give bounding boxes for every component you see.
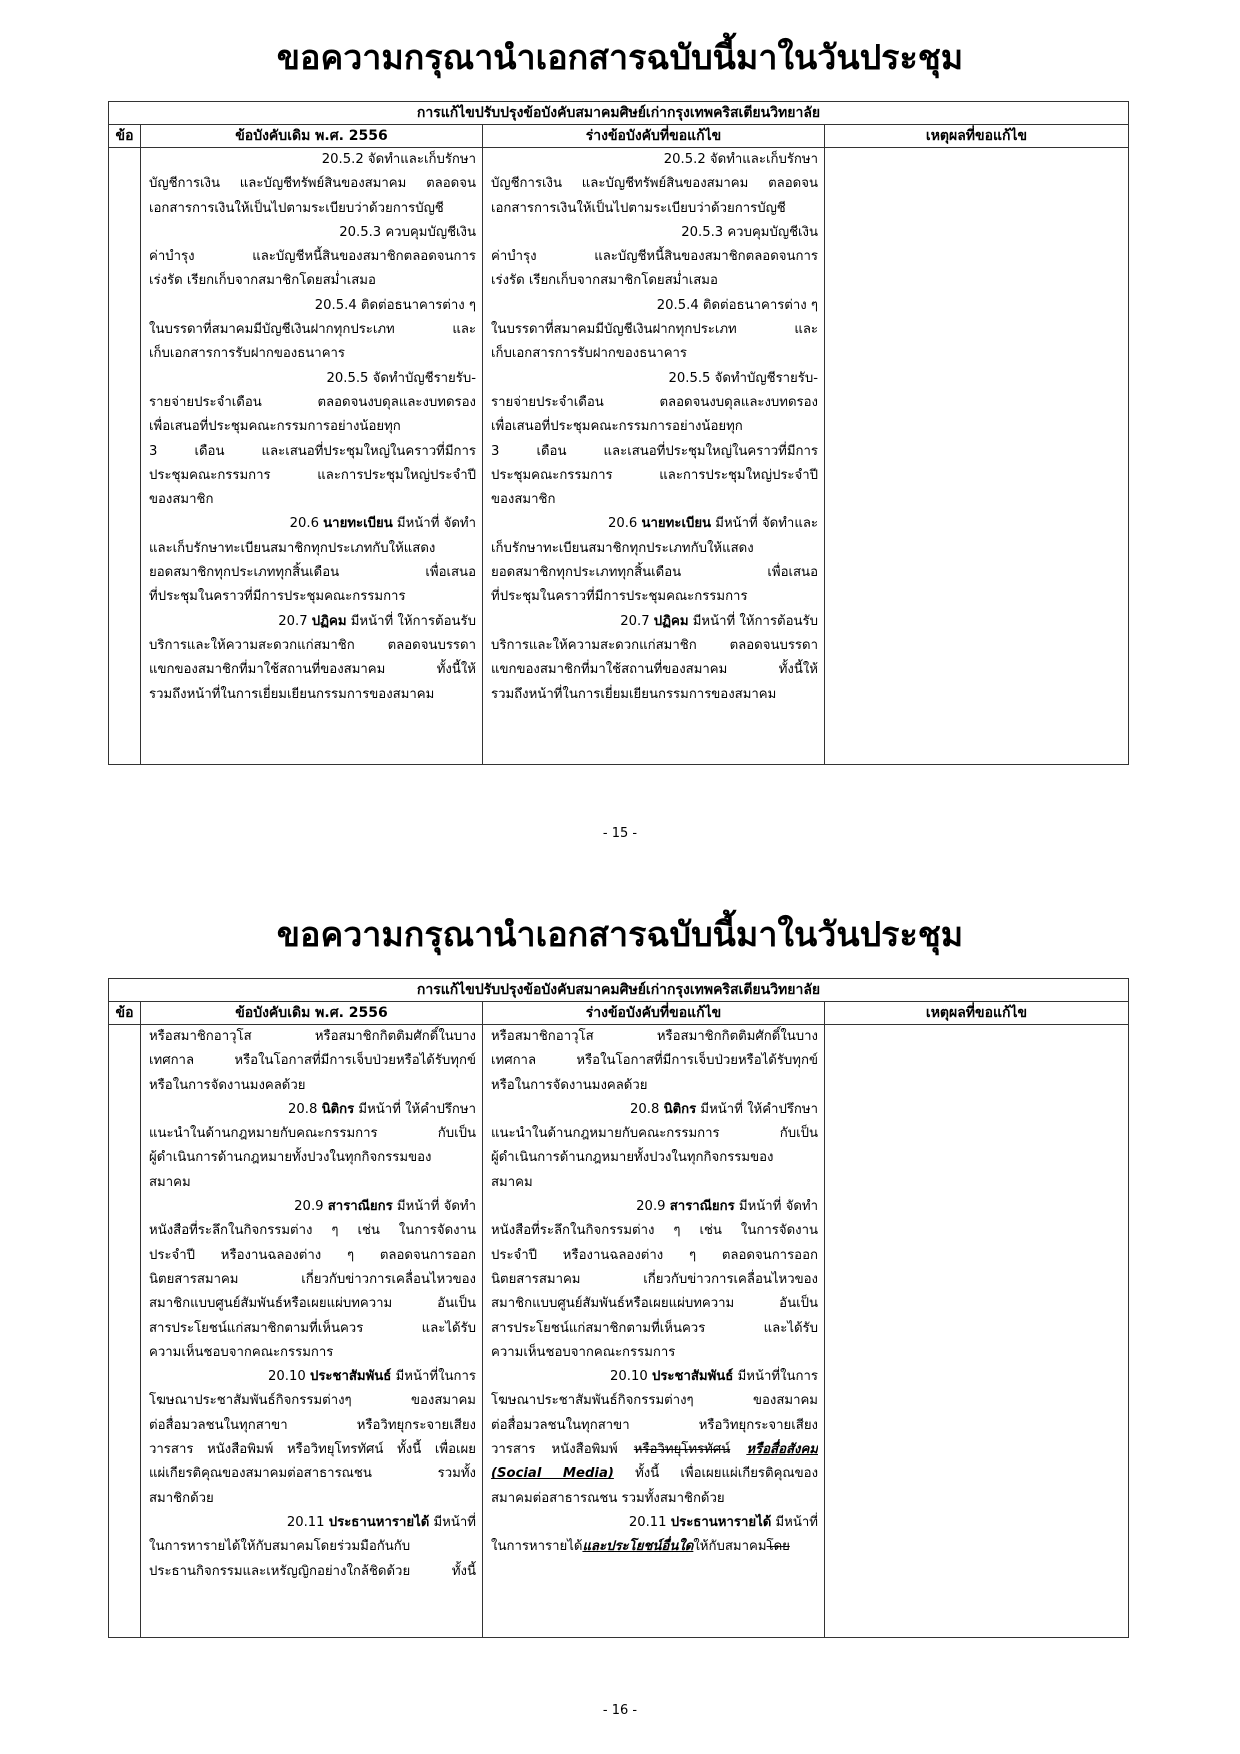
clause-text: มีหน้าที่ ให้คำปรึกษา [696, 1101, 818, 1117]
text-line: ความเห็นชอบจากคณะกรรมการ [491, 1344, 676, 1360]
role-title: นิติกร [663, 1101, 697, 1117]
clause-text: มีหน้าที่ ให้คำปรึกษา [354, 1101, 476, 1117]
clause-number: 20.6 [607, 516, 642, 532]
text-line: 20.5.3 ควบคุมบัญชีเงิน [339, 224, 476, 240]
text-line: 20.5.4 ติดต่อธนาคารต่าง ๆ [314, 297, 476, 313]
text-line: นิตยสารสมาคม เกี่ยวกับข่าวการเคลื่อนไหวของ [491, 1271, 818, 1287]
role-title: ประชาสัมพันธ์ [651, 1369, 734, 1385]
text-line: 3 เดือน และเสนอที่ประชุมใหญ่ในคราวที่มีการ [149, 443, 476, 459]
text-line: บัญชีการเงิน และบัญชีทรัพย์สินของสมาคม ตลอดจน [491, 176, 818, 192]
text-line: แนะนำในด้านกฎหมายกับคณะกรรมการ กับเป็น [491, 1126, 818, 1142]
text-line: 20.5.2 จัดทำและเก็บรักษา [663, 152, 818, 167]
text-line: ประธานกิจกรรมและเหรัญญิกอย่างใกล้ชิดด้วย ทั้งนี้ [149, 1563, 476, 1579]
col-header-new: ร่างข้อบังคับที่ขอแก้ไข [483, 1002, 825, 1025]
table-header-row [109, 1002, 1129, 1025]
table-header-row [109, 125, 1129, 148]
clause-text: มีหน้าที่ ให้การต้อนรับ [346, 613, 476, 629]
clause-number: 20.11 [286, 1514, 329, 1530]
clause-text: ทั้งนี้ เพื่อเผยแผ่เกียรติคุณของ [613, 1466, 818, 1482]
table-caption: การแก้ไขปรับปรุงข้อบังคับสมาคมศิษย์เก่ากรุงเทพคริสเตียนวิทยาลัย [109, 979, 1129, 1002]
text-line [491, 1098, 818, 1122]
text-line: ประจำปี หรืองานฉลองต่าง ๆ ตลอดจนการออก [491, 1247, 818, 1263]
clause-number: 20.9 [636, 1199, 670, 1215]
text-line: ยอดสมาชิกทุกประเภททุกสิ้นเดือน เพื่อเสนอ [149, 565, 476, 581]
new-text-cell [483, 1025, 825, 1638]
new-text-cell [483, 148, 825, 765]
text-line [491, 1511, 818, 1535]
clause-text: มีหน้าที่ จัดทำ [734, 1199, 818, 1215]
text-line: 20.5.5 จัดทำบัญชีรายรับ- [668, 370, 818, 386]
text-line: บริการและให้ความสะดวกแก่สมาชิก ตลอดจนบรรดา [491, 637, 818, 653]
text-line: ประจำปี หรืองานฉลองต่าง ๆ ตลอดจนการออก [149, 1247, 476, 1263]
col-header-clause: ข้อ [109, 1002, 141, 1025]
text-line: แผ่เกียรติคุณของสมาคมต่อสาธารณชน รวมทั้ง [149, 1466, 476, 1482]
text-line: รายจ่ายประจำเดือน ตลอดจนงบดุลและงบทดรอง [491, 394, 818, 410]
text-line: แขกของสมาชิกที่มาใช้สถานที่ของสมาคม ทั้งนี้ให้ [491, 662, 818, 678]
text-line: เทศกาล หรือในโอกาสที่มีการเจ็บป่วยหรือได้รับทุกข์ [149, 1053, 476, 1069]
text-line: บัญชีการเงิน และบัญชีทรัพย์สินของสมาคม ตลอดจน [149, 176, 476, 192]
text-line: ค่าบำรุง และบัญชีหนี้สินของสมาชิกตลอดจนการ [491, 249, 818, 265]
text-line [149, 1098, 476, 1122]
text-line: เพื่อเสนอที่ประชุมคณะกรรมการอย่างน้อยทุก [149, 419, 401, 435]
text-line: วารสาร หนังสือพิมพ์ หรือวิทยุโทรทัศน์ ทั้งนี้ เพื่อเผย [149, 1442, 476, 1458]
text-line: ต่อสื่อมวลชนในทุกสาขา หรือวิทยุกระจายเสียง [491, 1417, 818, 1433]
role-title: ปฏิคม [653, 613, 689, 629]
text-line [491, 1195, 818, 1219]
clause-text: มีหน้าที่ จัดทำ [392, 516, 476, 532]
text-line [491, 1438, 818, 1462]
text-line: สมาคม [149, 1174, 191, 1190]
text-line: เก็บเอกสารการรับฝากของธนาคาร [149, 346, 346, 362]
old-text-cell [141, 148, 483, 765]
inserted-text: หรือสื่อสังคม [746, 1442, 818, 1458]
text-line: 20.5.4 ติดต่อธนาคารต่าง ๆ [656, 297, 818, 313]
clause-text: มีหน้าที่ในการ [733, 1369, 818, 1385]
role-title: นิติกร [321, 1101, 355, 1117]
text-line: และเก็บรักษาทะเบียนสมาชิกทุกประเภทกับให้แสดง [149, 540, 436, 556]
text-line: เอกสารการเงินให้เป็นไปตามระเบียบว่าด้วยการบัญชี [491, 200, 786, 216]
reason-cell [825, 148, 1129, 765]
text-line: เร่งรัด เรียกเก็บจากสมาชิกโดยสม่ำเสมอ [491, 273, 718, 289]
text-line: เก็บเอกสารการรับฝากของธนาคาร [491, 346, 688, 362]
text-line: เอกสารการเงินให้เป็นไปตามระเบียบว่าด้วยการบัญชี [149, 200, 444, 216]
col-header-reason: เหตุผลที่ขอแก้ไข [825, 1002, 1129, 1025]
clause-text: มีหน้าที่ จัดทำและ [711, 516, 818, 532]
page-banner: ขอความกรุณานำเอกสารฉบับนี้มาในวันประชุม [276, 915, 964, 955]
text-line: สมาคมต่อสาธารณชน รวมทั้งสมาชิกด้วย [491, 1490, 725, 1506]
text-line [491, 512, 818, 536]
deleted-text: โดย [766, 1539, 790, 1555]
text-line: ที่ประชุมในคราวที่มีการประชุมคณะกรรมการ [149, 589, 406, 605]
text-line: หรือในการจัดงานมงคลด้วย [149, 1077, 306, 1093]
text-line: ในการหารายได้ให้กับสมาคมโดยร่วมมือกันกับ [149, 1539, 411, 1555]
text-line: ประชุมคณะกรรมการ และการประชุมใหญ่ประจำปี [491, 467, 818, 483]
clause-number: 20.7 [620, 613, 654, 629]
role-title: ประธานหารายได้ [328, 1514, 430, 1530]
text-line: ที่ประชุมในคราวที่มีการประชุมคณะกรรมการ [491, 589, 748, 605]
clause-number: 20.11 [628, 1514, 671, 1530]
page-number: - 15 - [602, 826, 638, 841]
text-line: สารประโยชน์แก่สมาชิกตามที่เห็นควร และได้รับ [491, 1320, 818, 1336]
role-title: สาราณียกร [327, 1199, 393, 1215]
text-line: ยอดสมาชิกทุกประเภททุกสิ้นเดือน เพื่อเสนอ [491, 565, 818, 581]
clause-text: มีหน้าที่ [429, 1514, 476, 1530]
clause-text: ในการหารายได้ [491, 1539, 583, 1555]
text-line: ต่อสื่อมวลชนในทุกสาขา หรือวิทยุกระจายเสียง [149, 1417, 476, 1433]
text-line [149, 1365, 476, 1389]
clause-text: มีหน้าที่ [771, 1514, 818, 1530]
inserted-text: และประโยชน์อื่นใด [582, 1539, 694, 1555]
text-line: หนังสือที่ระลึกในกิจกรรมต่าง ๆ เช่น ในการจัดงาน [491, 1223, 818, 1239]
clause-number: 20.10 [610, 1369, 652, 1385]
clause-cell [109, 1025, 141, 1638]
clause-number: 20.10 [268, 1369, 310, 1385]
text-line [149, 512, 476, 536]
text-line: หรือสมาชิกอาวุโส หรือสมาชิกกิตติมศักดิ์ในบาง [491, 1029, 818, 1044]
text-line: ความเห็นชอบจากคณะกรรมการ [149, 1344, 334, 1360]
text-line: หรือในการจัดงานมงคลด้วย [491, 1077, 648, 1093]
clause-text [730, 1442, 746, 1457]
role-title: ปฏิคม [311, 613, 347, 629]
text-line: 3 เดือน และเสนอที่ประชุมใหญ่ในคราวที่มีการ [491, 443, 818, 459]
clause-cell [109, 148, 141, 765]
text-line: โฆษณาประชาสัมพันธ์กิจกรรมต่างๆ ของสมาคม [491, 1393, 818, 1409]
text-line: ประชุมคณะกรรมการ และการประชุมใหญ่ประจำปี [149, 467, 476, 483]
text-line: 20.5.3 ควบคุมบัญชีเงิน [681, 224, 818, 240]
col-header-clause: ข้อ [109, 125, 141, 148]
clause-text: วารสาร หนังสือพิมพ์ [491, 1442, 634, 1458]
text-line [491, 610, 818, 634]
reason-cell [825, 1025, 1129, 1638]
text-line: หรือสมาชิกอาวุโส หรือสมาชิกกิตติมศักดิ์ในบาง [149, 1029, 476, 1044]
text-line [149, 610, 476, 634]
text-line: สมาคม [491, 1174, 533, 1190]
clause-text: มีหน้าที่ ให้การต้อนรับ [688, 613, 818, 629]
text-line: ของสมาชิก [491, 492, 556, 508]
text-line: แขกของสมาชิกที่มาใช้สถานที่ของสมาคม ทั้งนี้ให้ [149, 662, 476, 678]
text-line [491, 1462, 818, 1486]
text-line: 20.5.5 จัดทำบัญชีรายรับ- [326, 370, 476, 386]
text-line: บริการและให้ความสะดวกแก่สมาชิก ตลอดจนบรรดา [149, 637, 476, 653]
text-line: ผู้ดำเนินการด้านกฎหมายทั้งปวงในทุกกิจกรรมของ [491, 1150, 774, 1166]
text-line: ในบรรดาที่สมาคมมีบัญชีเงินฝากทุกประเภท และ [149, 322, 476, 338]
text-line: รวมถึงหน้าที่ในการเยี่ยมเยียนกรรมการของสมาคม [149, 686, 435, 702]
text-line: เทศกาล หรือในโอกาสที่มีการเจ็บป่วยหรือได้รับทุกข์ [491, 1053, 818, 1069]
col-header-reason: เหตุผลที่ขอแก้ไข [825, 125, 1129, 148]
text-line: สารประโยชน์แก่สมาชิกตามที่เห็นควร และได้รับ [149, 1320, 476, 1336]
text-line: เร่งรัด เรียกเก็บจากสมาชิกโดยสม่ำเสมอ [149, 273, 376, 289]
text-line: เก็บรักษาทะเบียนสมาชิกทุกประเภทกับให้แสดง [491, 540, 754, 556]
text-line: 20.5.2 จัดทำและเก็บรักษา [321, 152, 476, 167]
role-title: นายทะเบียน [641, 516, 712, 532]
clause-text: ให้กับสมาคม [693, 1539, 767, 1555]
deleted-text: หรือวิทยุโทรทัศน์ [633, 1442, 731, 1458]
text-line: สมาชิกด้วย [149, 1490, 214, 1506]
amendment-table [108, 101, 1129, 765]
col-header-old: ข้อบังคับเดิม พ.ศ. 2556 [141, 125, 483, 148]
text-line: รายจ่ายประจำเดือน ตลอดจนงบดุลและงบทดรอง [149, 394, 476, 410]
page-number: - 16 - [602, 1703, 638, 1718]
text-line [149, 1195, 476, 1219]
table-row [109, 148, 1129, 765]
clause-number: 20.6 [289, 516, 324, 532]
clause-number: 20.8 [288, 1101, 322, 1117]
text-line: แนะนำในด้านกฎหมายกับคณะกรรมการ กับเป็น [149, 1126, 476, 1142]
clause-number: 20.8 [630, 1101, 664, 1117]
text-line [149, 1511, 476, 1535]
role-title: ประชาสัมพันธ์ [309, 1369, 392, 1385]
clause-text: มีหน้าที่ในการ [391, 1369, 476, 1385]
text-line: หนังสือที่ระลึกในกิจกรรมต่าง ๆ เช่น ในการจัดงาน [149, 1223, 476, 1239]
page-banner: ขอความกรุณานำเอกสารฉบับนี้มาในวันประชุม [276, 38, 964, 78]
role-title: ประธานหารายได้ [670, 1514, 772, 1530]
table-caption: การแก้ไขปรับปรุงข้อบังคับสมาคมศิษย์เก่ากรุงเทพคริสเตียนวิทยาลัย [109, 102, 1129, 125]
text-line: ค่าบำรุง และบัญชีหนี้สินของสมาชิกตลอดจนการ [149, 249, 476, 265]
table-row [109, 1025, 1129, 1638]
text-line: รวมถึงหน้าที่ในการเยี่ยมเยียนกรรมการของสมาคม [491, 686, 777, 702]
text-line: สมาชิกแบบศูนย์สัมพันธ์หรือเผยแผ่บทความ อันเป็น [149, 1296, 476, 1312]
text-line: โฆษณาประชาสัมพันธ์กิจกรรมต่างๆ ของสมาคม [149, 1393, 476, 1409]
amendment-table [108, 978, 1129, 1638]
clause-text: มีหน้าที่ จัดทำ [392, 1199, 476, 1215]
page-16 [0, 877, 1240, 1754]
text-line: เพื่อเสนอที่ประชุมคณะกรรมการอย่างน้อยทุก [491, 419, 743, 435]
inserted-text: (Social Media) [491, 1466, 614, 1482]
col-header-new: ร่างข้อบังคับที่ขอแก้ไข [483, 125, 825, 148]
text-line: ในบรรดาที่สมาคมมีบัญชีเงินฝากทุกประเภท และ [491, 322, 818, 338]
text-line: สมาชิกแบบศูนย์สัมพันธ์หรือเผยแผ่บทความ อันเป็น [491, 1296, 818, 1312]
clause-number: 20.7 [278, 613, 312, 629]
role-title: สาราณียกร [669, 1199, 735, 1215]
text-line: ของสมาชิก [149, 492, 214, 508]
old-text-cell [141, 1025, 483, 1638]
text-line [491, 1365, 818, 1389]
text-line: ผู้ดำเนินการด้านกฎหมายทั้งปวงในทุกกิจกรรมของ [149, 1150, 432, 1166]
text-line [491, 1535, 818, 1559]
role-title: นายทะเบียน [323, 516, 393, 532]
text-line: นิตยสารสมาคม เกี่ยวกับข่าวการเคลื่อนไหวของ [149, 1271, 476, 1287]
clause-number: 20.9 [294, 1199, 328, 1215]
col-header-old: ข้อบังคับเดิม พ.ศ. 2556 [141, 1002, 483, 1025]
